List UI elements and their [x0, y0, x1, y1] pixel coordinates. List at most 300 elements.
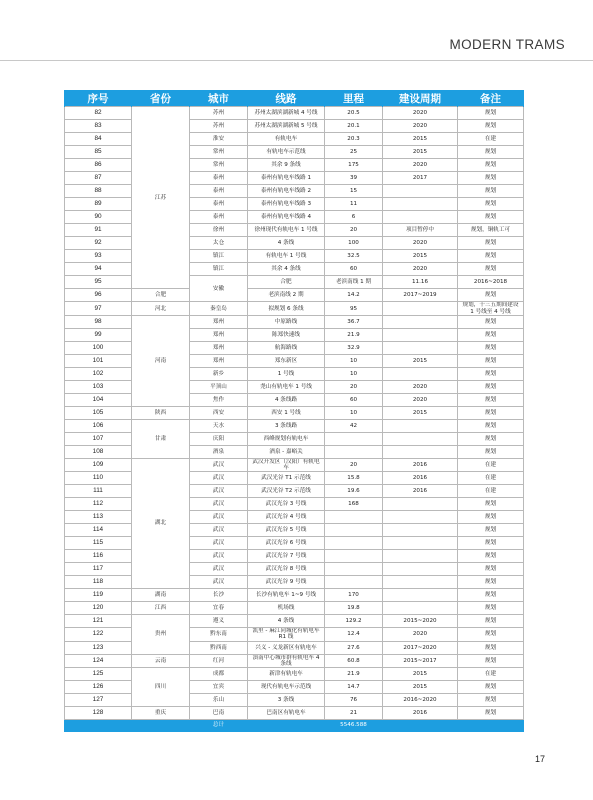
- cell-seq: 117: [65, 563, 132, 576]
- cell-city: 武汉: [190, 576, 248, 589]
- cell-line: 拟规划 6 条线: [248, 302, 325, 315]
- cell-mileage: 10: [325, 367, 383, 380]
- cell-line: 凯里 - 麻江同城化有轨电车 R1 线: [248, 628, 325, 641]
- cell-seq: 96: [65, 289, 132, 302]
- cell-note: 规划: [458, 250, 524, 263]
- cell-mileage: 20.5: [325, 107, 383, 120]
- cell-mileage: 170: [325, 589, 383, 602]
- cell-mileage: 19.6: [325, 485, 383, 498]
- cell-line: 兴义 - 义龙新区有轨电车: [248, 641, 325, 654]
- cell-city: 武汉: [190, 550, 248, 563]
- cell-period: 2015: [383, 681, 458, 694]
- cell-city: 郑州: [190, 354, 248, 367]
- cell-seq: 99: [65, 328, 132, 341]
- cell-note: 规划: [458, 563, 524, 576]
- cell-note: 在建: [458, 472, 524, 485]
- cell-city: 黔西南: [190, 641, 248, 654]
- cell-seq: 121: [65, 615, 132, 628]
- cell-city: 长沙: [190, 589, 248, 602]
- cell-province: 四川: [132, 668, 190, 707]
- cell-seq: 124: [65, 654, 132, 667]
- cell-note: 规划: [458, 107, 524, 120]
- tram-lines-table: [64, 90, 524, 732]
- cell-seq: 97: [65, 302, 132, 315]
- cell-mileage: 10: [325, 406, 383, 419]
- cell-period: [383, 302, 458, 315]
- cell-city: 武汉: [190, 524, 248, 537]
- cell-period: [383, 576, 458, 589]
- cell-city: 武汉: [190, 458, 248, 471]
- cell-mileage: 39: [325, 172, 383, 185]
- cell-city: 武汉: [190, 498, 248, 511]
- cell-mileage: 19.8: [325, 602, 383, 615]
- cell-note: 规划: [458, 602, 524, 615]
- cell-seq: 120: [65, 602, 132, 615]
- cell-seq: 127: [65, 694, 132, 707]
- cell-mileage: [325, 511, 383, 524]
- cell-note: 规划，铜轨工可: [458, 224, 524, 237]
- cell-seq: 92: [65, 237, 132, 250]
- cell-city: 巴南: [190, 707, 248, 720]
- cell-mileage: 20: [325, 380, 383, 393]
- cell-period: [383, 341, 458, 354]
- column-header-line: 线路: [248, 90, 325, 107]
- cell-city: 镇江: [190, 250, 248, 263]
- column-header-province: 省份: [132, 90, 190, 107]
- table-row: [65, 615, 524, 628]
- cell-note: 规划: [458, 615, 524, 628]
- table-row: [65, 419, 524, 432]
- cell-seq: 103: [65, 380, 132, 393]
- cell-city: 宜春: [190, 602, 248, 615]
- cell-line: 老滨南线 1 期: [325, 276, 383, 289]
- cell-line: 巴南区有轨电车: [248, 707, 325, 720]
- cell-period: 2015: [383, 133, 458, 146]
- page-number: 17: [534, 754, 545, 764]
- cell-seq: 85: [65, 146, 132, 159]
- cell-mileage: [325, 432, 383, 445]
- cell-city: 红河: [190, 654, 248, 667]
- cell-mileage: 175: [325, 159, 383, 172]
- cell-note: 规划: [458, 354, 524, 367]
- cell-city: 遵义: [190, 615, 248, 628]
- cell-note: 规划: [458, 681, 524, 694]
- cell-line: 泰州有轨电车线路 2: [248, 185, 325, 198]
- cell-city: 庆阳: [190, 432, 248, 445]
- cell-period: 2015~2020: [383, 615, 458, 628]
- cell-seq: 114: [65, 524, 132, 537]
- cell-line: 有轨电车: [248, 133, 325, 146]
- cell-seq: 123: [65, 641, 132, 654]
- cell-mileage: 25: [325, 146, 383, 159]
- cell-period: 2020: [383, 120, 458, 133]
- cell-period: [383, 498, 458, 511]
- cell-city: 宜宾: [190, 681, 248, 694]
- cell-seq: 108: [65, 445, 132, 458]
- cell-mileage: 6: [325, 211, 383, 224]
- cell-seq: 82: [65, 107, 132, 120]
- cell-line: 郑东新区: [248, 354, 325, 367]
- cell-period: 2020: [383, 628, 458, 641]
- cell-period: [383, 419, 458, 432]
- cell-mileage: [325, 524, 383, 537]
- cell-seq: 104: [65, 393, 132, 406]
- cell-seq: 93: [65, 250, 132, 263]
- cell-city: 武汉: [190, 472, 248, 485]
- total-empty-line: [248, 720, 325, 732]
- cell-line: 现代有轨电车示范线: [248, 681, 325, 694]
- cell-period: 2020: [383, 380, 458, 393]
- cell-line: 西安 1 号线: [248, 406, 325, 419]
- cell-period: [383, 602, 458, 615]
- cell-note: 规划: [458, 120, 524, 133]
- table-row: [65, 289, 524, 302]
- table-row: [65, 707, 524, 720]
- cell-mileage: [325, 576, 383, 589]
- cell-mileage: 32.5: [325, 250, 383, 263]
- cell-note: 规划: [458, 211, 524, 224]
- cell-city: 常州: [190, 159, 248, 172]
- cell-city: 新乡: [190, 367, 248, 380]
- cell-mileage: 100: [325, 237, 383, 250]
- cell-mileage: 60.8: [325, 654, 383, 667]
- column-header-note: 备注: [458, 90, 524, 107]
- cell-mileage: 21.9: [325, 328, 383, 341]
- cell-city: 合肥: [132, 289, 190, 302]
- cell-seq: 109: [65, 458, 132, 471]
- cell-period: [383, 550, 458, 563]
- total-empty-note: [458, 720, 524, 732]
- cell-line: 酒泉 - 嘉峪关: [248, 445, 325, 458]
- cell-mileage: 20: [325, 224, 383, 237]
- cell-line: 长沙有轨电车 1~9 号线: [248, 589, 325, 602]
- cell-period: 2015: [383, 250, 458, 263]
- cell-city: 黔东南: [190, 628, 248, 641]
- header-title: MODERN TRAMS: [449, 37, 565, 52]
- cell-city: 武汉: [190, 537, 248, 550]
- cell-city: 苏州: [190, 120, 248, 133]
- cell-period: [383, 563, 458, 576]
- cell-period: [383, 445, 458, 458]
- cell-province: 重庆: [132, 707, 190, 720]
- cell-province: 贵州: [132, 615, 190, 654]
- table-row: [65, 107, 524, 120]
- cell-city: 秦皇岛: [190, 302, 248, 315]
- cell-city: 郑州: [190, 328, 248, 341]
- cell-mileage: 60: [325, 393, 383, 406]
- cell-period: [383, 198, 458, 211]
- cell-period: 2020: [383, 159, 458, 172]
- column-header-period: 建设周期: [383, 90, 458, 107]
- cell-province: 云南: [132, 654, 190, 667]
- cell-city: 乐山: [190, 694, 248, 707]
- header-rule: [0, 60, 593, 61]
- cell-seq: 98: [65, 315, 132, 328]
- cell-line: 其余 9 条线: [248, 159, 325, 172]
- cell-city: 常州: [190, 146, 248, 159]
- cell-note: 规划: [458, 341, 524, 354]
- cell-note: 规划: [458, 432, 524, 445]
- cell-line: 武汉开发区（汉阳）有轨电车: [248, 458, 325, 471]
- cell-seq: 125: [65, 668, 132, 681]
- cell-line: 武汉光谷 7 号线: [248, 550, 325, 563]
- cell-province: 陕西: [132, 406, 190, 419]
- cell-seq: 105: [65, 406, 132, 419]
- cell-seq: 90: [65, 211, 132, 224]
- cell-note: 规划: [458, 393, 524, 406]
- cell-seq: 111: [65, 485, 132, 498]
- cell-province: 河南: [132, 315, 190, 406]
- column-header-seq: 序号: [65, 90, 132, 107]
- cell-province: 湖南: [132, 589, 190, 602]
- cell-city: 泰州: [190, 211, 248, 224]
- cell-period: 2015: [383, 146, 458, 159]
- cell-note: 规划: [458, 707, 524, 720]
- cell-note: 规划: [458, 498, 524, 511]
- cell-city: 天水: [190, 419, 248, 432]
- total-row: [65, 720, 524, 732]
- cell-note: 规划: [458, 263, 524, 276]
- cell-period: 2016~2018: [458, 276, 524, 289]
- total-empty-province: [132, 720, 190, 732]
- cell-note: 在建: [458, 133, 524, 146]
- cell-line: 徐州现代有轨电车 1 号线: [248, 224, 325, 237]
- cell-city: 太仓: [190, 237, 248, 250]
- cell-period: [383, 185, 458, 198]
- cell-period: 2015: [383, 668, 458, 681]
- cell-line: 武汉光谷 3 号线: [248, 498, 325, 511]
- cell-mileage: [325, 445, 383, 458]
- cell-mileage: 20.3: [325, 133, 383, 146]
- cell-line: 武汉光谷 5 号线: [248, 524, 325, 537]
- cell-note: 规划: [458, 589, 524, 602]
- cell-line: 武汉光谷 9 号线: [248, 576, 325, 589]
- cell-province: 江苏: [132, 107, 190, 289]
- cell-seq: 122: [65, 628, 132, 641]
- cell-period: 2015: [383, 354, 458, 367]
- cell-seq: 87: [65, 172, 132, 185]
- cell-line: 尧山有轨电车 1 号线: [248, 380, 325, 393]
- cell-period: [383, 367, 458, 380]
- cell-mileage: 32.9: [325, 341, 383, 354]
- cell-mileage: 10: [325, 354, 383, 367]
- cell-period: [383, 432, 458, 445]
- table-row: [65, 589, 524, 602]
- cell-mileage: 14.7: [325, 681, 383, 694]
- cell-period: [383, 511, 458, 524]
- cell-seq: 101: [65, 354, 132, 367]
- cell-mileage: 21: [325, 707, 383, 720]
- cell-line: 泰州有轨电车线路 3: [248, 198, 325, 211]
- cell-note: 规划: [458, 380, 524, 393]
- cell-note: 规划: [458, 445, 524, 458]
- cell-line: 其余 4 条线: [248, 263, 325, 276]
- cell-seq: 116: [65, 550, 132, 563]
- cell-line: 武汉光谷 6 号线: [248, 537, 325, 550]
- cell-mileage: 60: [325, 263, 383, 276]
- cell-mileage: [325, 563, 383, 576]
- cell-note: 规划: [458, 315, 524, 328]
- total-empty-seq: [65, 720, 132, 732]
- cell-city: 郑州: [190, 315, 248, 328]
- cell-line: 1 号线: [248, 367, 325, 380]
- cell-note: 规划: [458, 172, 524, 185]
- cell-period: 2016: [383, 472, 458, 485]
- cell-period: 2016: [383, 458, 458, 471]
- cell-note: 规划: [458, 694, 524, 707]
- cell-city: 成都: [190, 668, 248, 681]
- cell-line: 西峰规划有轨电车: [248, 432, 325, 445]
- cell-seq: 107: [65, 432, 132, 445]
- cell-seq: 88: [65, 185, 132, 198]
- cell-seq: 91: [65, 224, 132, 237]
- cell-note: 规划: [458, 237, 524, 250]
- cell-seq: 128: [65, 707, 132, 720]
- cell-mileage: [325, 537, 383, 550]
- cell-seq: 95: [65, 276, 132, 289]
- cell-seq: 106: [65, 419, 132, 432]
- cell-seq: 86: [65, 159, 132, 172]
- cell-line: 3 条线: [248, 694, 325, 707]
- cell-period: 2017~2019: [383, 289, 458, 302]
- cell-line: 武汉光谷 8 号线: [248, 563, 325, 576]
- cell-mileage: 20: [325, 458, 383, 471]
- cell-seq: 115: [65, 537, 132, 550]
- cell-note: 规划: [458, 576, 524, 589]
- cell-note: 规划: [458, 537, 524, 550]
- cell-seq: 118: [65, 576, 132, 589]
- cell-period: 2015~2017: [383, 654, 458, 667]
- cell-mileage: 12.4: [325, 628, 383, 641]
- cell-note: 规划: [458, 367, 524, 380]
- total-empty-period: [383, 720, 458, 732]
- cell-line: 有轨电车示范线: [248, 146, 325, 159]
- cell-mileage: 21.9: [325, 668, 383, 681]
- cell-note: 在建: [458, 485, 524, 498]
- cell-city: 武汉: [190, 563, 248, 576]
- cell-seq: 102: [65, 367, 132, 380]
- cell-period: [383, 589, 458, 602]
- cell-period: 2016~2020: [383, 694, 458, 707]
- table-row: [65, 668, 524, 681]
- table-row: [65, 302, 524, 315]
- cell-period: 2016: [383, 485, 458, 498]
- cell-note: 规划: [458, 328, 524, 341]
- table-row: [65, 406, 524, 419]
- cell-province: 安徽: [190, 276, 248, 302]
- cell-seq: 119: [65, 589, 132, 602]
- cell-period: 项目暂停中: [383, 224, 458, 237]
- cell-note: 规划: [458, 641, 524, 654]
- tram-lines-table-container: [64, 90, 523, 732]
- cell-note: 规划: [458, 654, 524, 667]
- cell-note: 规划: [458, 289, 524, 302]
- cell-note: 在建: [458, 458, 524, 471]
- column-header-mileage: 里程: [325, 90, 383, 107]
- cell-mileage: 14.2: [325, 289, 383, 302]
- cell-line: 泰州有轨电车线路 1: [248, 172, 325, 185]
- cell-line: 武汉光谷 T2 示范线: [248, 485, 325, 498]
- cell-line: 机场线: [248, 602, 325, 615]
- cell-line: 苏州太湖滨湖新城 5 号线: [248, 120, 325, 133]
- cell-seq: 94: [65, 263, 132, 276]
- cell-province: 江西: [132, 602, 190, 615]
- cell-period: 2015: [383, 406, 458, 419]
- table-row: [65, 602, 524, 615]
- cell-mileage: 168: [325, 498, 383, 511]
- cell-note: 规划: [458, 406, 524, 419]
- cell-city: 武汉: [190, 511, 248, 524]
- cell-line: 苏州太湖滨湖新城 4 号线: [248, 107, 325, 120]
- cell-city: 郑州: [190, 341, 248, 354]
- cell-line: 4 条线: [248, 237, 325, 250]
- cell-period: 2016: [383, 707, 458, 720]
- cell-note: 规划: [458, 511, 524, 524]
- cell-mileage: 11.16: [383, 276, 458, 289]
- cell-seq: 89: [65, 198, 132, 211]
- cell-period: 2017: [383, 172, 458, 185]
- cell-city: 淮安: [190, 133, 248, 146]
- cell-city: 镇江: [190, 263, 248, 276]
- cell-period: 2020: [383, 237, 458, 250]
- cell-mileage: 76: [325, 694, 383, 707]
- cell-city: 武汉: [190, 485, 248, 498]
- cell-seq: 112: [65, 498, 132, 511]
- table-header-row: [65, 90, 524, 107]
- cell-note: 规划: [458, 419, 524, 432]
- cell-note: 规划: [458, 198, 524, 211]
- table-body: [65, 107, 524, 732]
- cell-note: 规划: [458, 628, 524, 641]
- cell-line: 滇南中心城市群有轨电车 4 条线: [248, 654, 325, 667]
- cell-mileage: 129.2: [325, 615, 383, 628]
- cell-note: 在建: [458, 668, 524, 681]
- cell-mileage: [325, 550, 383, 563]
- cell-note: 规划: [458, 185, 524, 198]
- cell-line: 3 条线路: [248, 419, 325, 432]
- cell-line: 武汉光谷 T1 示范线: [248, 472, 325, 485]
- cell-mileage: 27.6: [325, 641, 383, 654]
- cell-seq: 84: [65, 133, 132, 146]
- cell-mileage: 11: [325, 198, 383, 211]
- cell-seq: 126: [65, 681, 132, 694]
- column-header-city: 城市: [190, 90, 248, 107]
- cell-city: 合肥: [248, 276, 325, 289]
- cell-line: 4 条线路: [248, 393, 325, 406]
- cell-line: 陈郑快速线: [248, 328, 325, 341]
- cell-line: 武汉光谷 4 号线: [248, 511, 325, 524]
- cell-note: 规划，十三五期间建设 1 号线至 4 号线: [458, 302, 524, 315]
- cell-city: 徐州: [190, 224, 248, 237]
- cell-city: 泰州: [190, 185, 248, 198]
- cell-mileage: 42: [325, 419, 383, 432]
- cell-line: 泰州有轨电车线路 4: [248, 211, 325, 224]
- cell-city: 泰州: [190, 172, 248, 185]
- cell-mileage: 20.1: [325, 120, 383, 133]
- cell-period: [383, 537, 458, 550]
- cell-line: 老滨南线 2 期: [248, 289, 325, 302]
- cell-mileage: 15: [325, 185, 383, 198]
- cell-mileage: 36.7: [325, 315, 383, 328]
- table-row: [65, 458, 524, 471]
- cell-period: 2020: [383, 393, 458, 406]
- cell-seq: 113: [65, 511, 132, 524]
- cell-note: 规划: [458, 146, 524, 159]
- cell-seq: 110: [65, 472, 132, 485]
- cell-period: [383, 211, 458, 224]
- cell-period: 2017~2020: [383, 641, 458, 654]
- cell-mileage: 95: [325, 302, 383, 315]
